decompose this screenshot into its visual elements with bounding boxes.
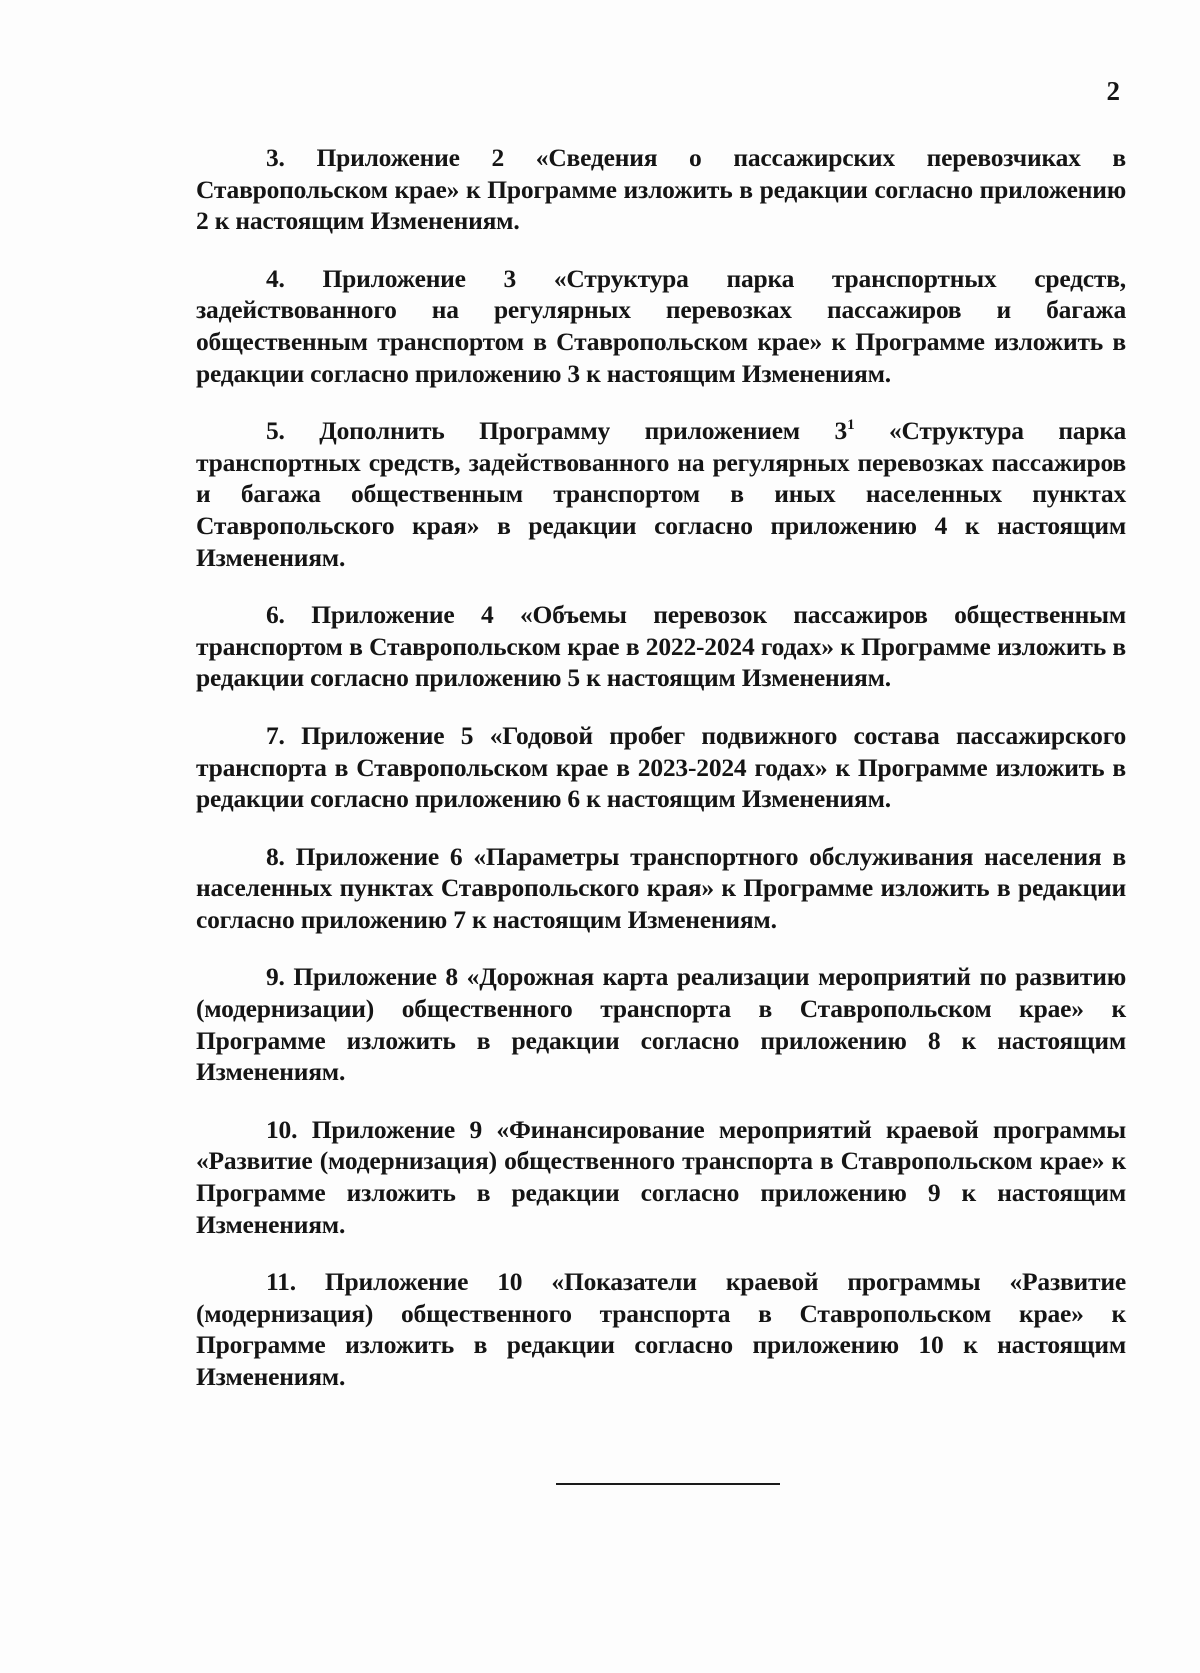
paragraph-item-7: 7. Приложение 5 «Годовой пробег подвижного состава пассажирского транспорта в Ставропольском крае в 2023-2024 годах» к Программе изложить в редакции согласно приложению 6 к настоящим Изменениям.: [196, 720, 1126, 814]
paragraph-item-9: 9. Приложение 8 «Дорожная карта реализации мероприятий по развитию (модернизации) общественного транспорта в Ставропольском крае» к Программе изложить в редакции согласно приложению 8 к настоящим Изменениям.: [196, 962, 1126, 1087]
document-body: [196, 142, 1126, 1419]
superscript-index: 1: [847, 417, 855, 434]
paragraph-item-10: 10. Приложение 9 «Финансирование мероприятий краевой программы «Развитие (модернизация) общественного транспорта в Ставропольском крае» к Программе изложить в редакции согласно приложению 9 к настоящим Изменениям.: [196, 1114, 1126, 1239]
paragraph-item-5-text-before: 5. Дополнить Программу приложением 3: [266, 416, 848, 446]
end-separator-line: [556, 1483, 780, 1485]
paragraph-item-5-text-after: «Структура парка транспортных средств, задействованного на регулярных перевозках пассажиров и багажа общественным транспортом в иных населенных пунктах Ставропольского края» в редакции согласно приложению 4 к настоящим Изменениям.: [196, 416, 1126, 572]
paragraph-item-5: [196, 415, 1126, 573]
paragraph-item-6: 6. Приложение 4 «Объемы перевозок пассажиров общественным транспортом в Ставропольском крае в 2022-2024 годах» к Программе изложить в редакции согласно приложению 5 к настоящим Изменениям.: [196, 600, 1126, 693]
paragraph-item-11: 11. Приложение 10 «Показатели краевой программы «Развитие (модернизация) общественного транспорта в Ставропольском крае» к Программе изложить в редакции согласно приложению 10 к настоящим Изменениям.: [196, 1267, 1126, 1391]
paragraph-item-3: 3. Приложение 2 «Сведения о пассажирских перевозчиках в Ставропольском крае» к Программе изложить в редакции согласно приложению 2 к настоящим Изменениям.: [196, 143, 1126, 236]
paragraph-item-8: 8. Приложение 6 «Параметры транспортного обслуживания населения в населенных пунктах Ставропольского края» к Программе изложить в редакции согласно приложению 7 к настоящим Изменениям.: [196, 841, 1126, 934]
paragraph-item-4: 4. Приложение 3 «Структура парка транспортных средств, задействованного на регулярных перевозках пассажиров и багажа общественным транспортом в Ставропольском крае» к Программе изложить в редакции согласно приложению 3 к настоящим Изменениям.: [196, 263, 1126, 388]
page-number: 2: [1106, 76, 1120, 106]
